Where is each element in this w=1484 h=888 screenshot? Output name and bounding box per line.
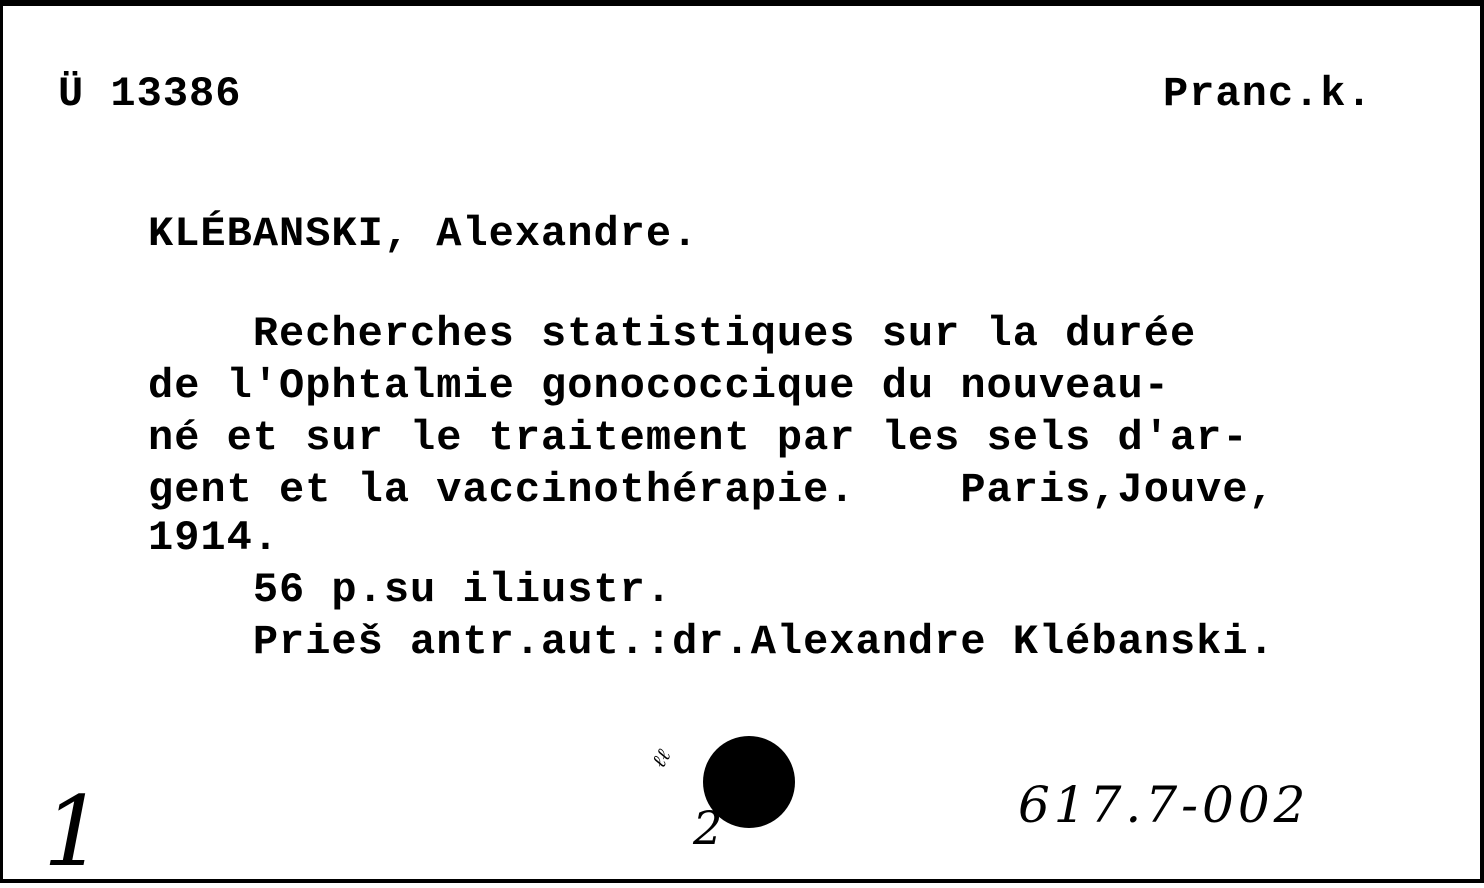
classification-number: 617.7-002 <box>1018 776 1310 834</box>
card-number: 1 <box>43 776 105 888</box>
title-line: Recherches statistiques sur la durée <box>148 310 1197 358</box>
title-line: né et sur le traitement par les sels d'ar- <box>148 414 1249 462</box>
collation-line: 56 p.su iliustr. <box>148 566 673 614</box>
imprint-year: 1914. <box>148 514 280 562</box>
title-line: gent et la vaccinothérapie. Paris,Jouve, <box>148 466 1275 514</box>
author-heading: KLÉBANSKI, Alexandre. <box>148 210 699 258</box>
note-line: Prieš antr.aut.:dr.Alexandre Klébanski. <box>148 618 1275 666</box>
language-code: Pranc.k. <box>1163 70 1373 118</box>
stamp-number: 2 <box>693 801 723 855</box>
shelfmark: Ü 13386 <box>58 70 242 118</box>
title-line: de l'Ophtalmie gonococcique du nouveau- <box>148 362 1170 410</box>
stamp-mark: ℓℓ <box>646 745 676 772</box>
